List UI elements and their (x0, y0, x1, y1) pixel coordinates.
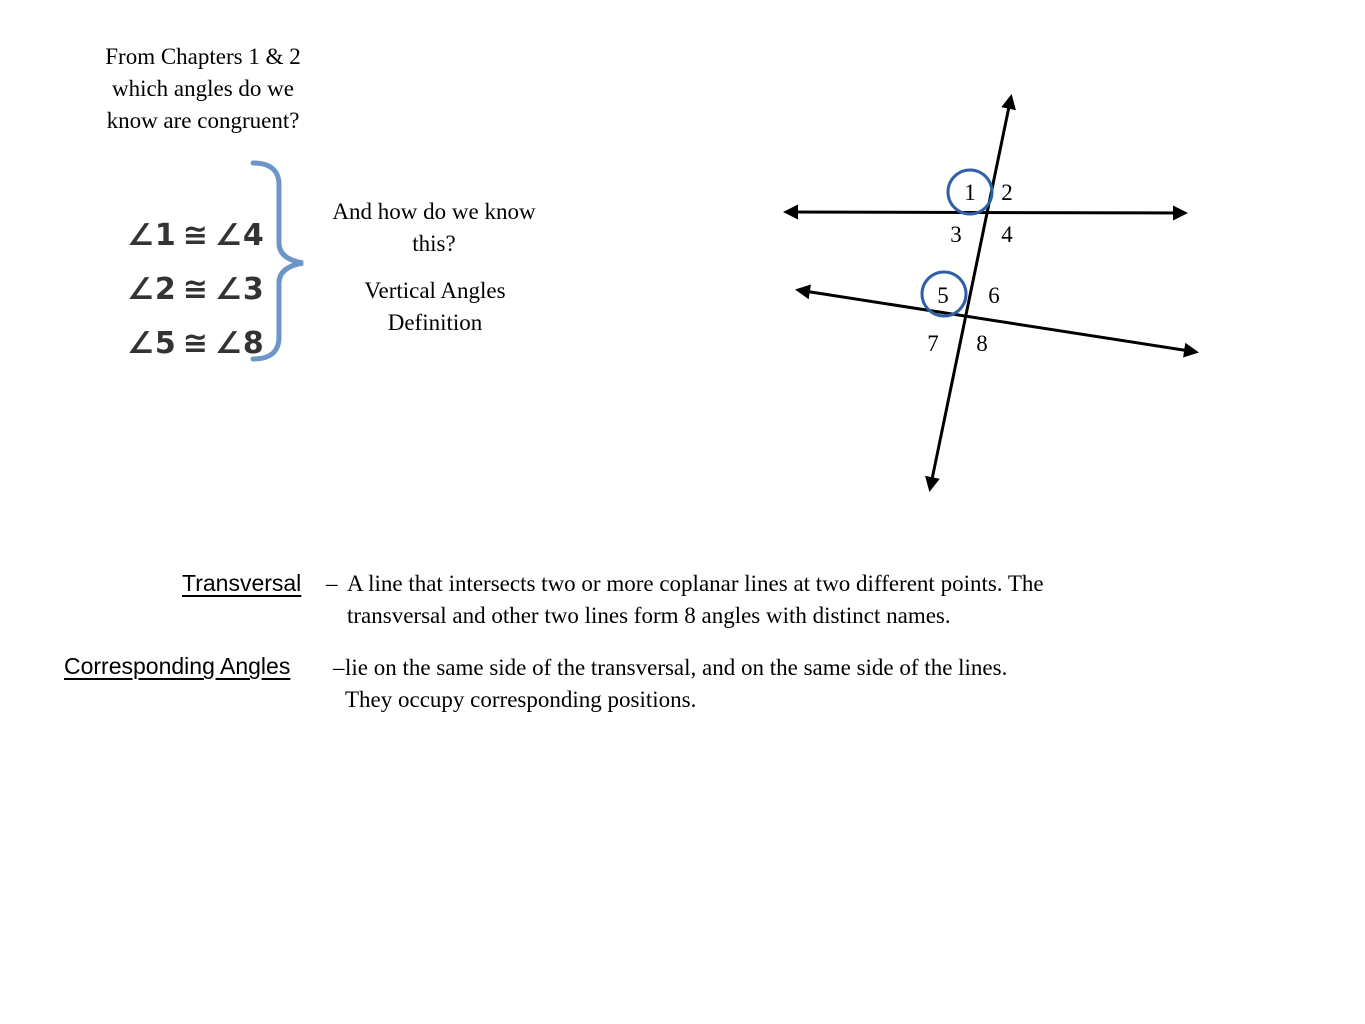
question-line-3: know are congruent? (106, 108, 300, 133)
angle-label-1: 1 (964, 180, 976, 205)
congruent-symbol: ≅ (182, 272, 209, 307)
parallel-line-top (786, 212, 1185, 213)
corresponding-definition (345, 652, 1007, 716)
angle-label-8: 8 (976, 331, 988, 356)
angle-label-3: 3 (950, 222, 962, 247)
angle-label-2: 2 (1001, 180, 1013, 205)
transversal-dash: – (326, 571, 338, 596)
angle-left: ∠2 (127, 272, 177, 307)
transversal-definition (347, 568, 1044, 632)
angle-label-7: 7 (927, 331, 939, 356)
transversal-def-line-1: A line that intersects two or more coplanar lines at two different points. The (347, 571, 1044, 596)
angle-right: ∠8 (214, 326, 265, 361)
angle-right: ∠4 (214, 218, 265, 253)
congruent-symbol: ≅ (182, 218, 209, 253)
how-line-1: And how do we know (332, 199, 536, 224)
corresponding-def-line-2: They occupy corresponding positions. (345, 687, 697, 712)
angle-right: ∠3 (214, 272, 265, 307)
transversal-def-line-2: transversal and other two lines form 8 angles with distinct names. (347, 603, 951, 628)
angle-label-4: 4 (1001, 222, 1013, 247)
corresponding-angles-term: Corresponding Angles (64, 653, 291, 679)
angle-label-6: 6 (988, 283, 1000, 308)
answer-line-2: Definition (387, 310, 483, 335)
corresponding-dash: – (333, 655, 345, 680)
angle-label-5: 5 (937, 283, 949, 308)
answer-line-1: Vertical Angles (364, 278, 506, 303)
congruent-symbol: ≅ (182, 326, 209, 361)
how-line-2: this? (412, 231, 456, 256)
question-line-2: which angles do we (111, 76, 295, 101)
question-line-1: From Chapters 1 & 2 (105, 44, 301, 69)
transversal-term: Transversal (182, 570, 302, 596)
angle-left: ∠1 (127, 218, 177, 253)
corresponding-def-line-1: lie on the same side of the transversal, and on the same side of the lines. (345, 655, 1008, 680)
angle-left: ∠5 (127, 326, 177, 361)
